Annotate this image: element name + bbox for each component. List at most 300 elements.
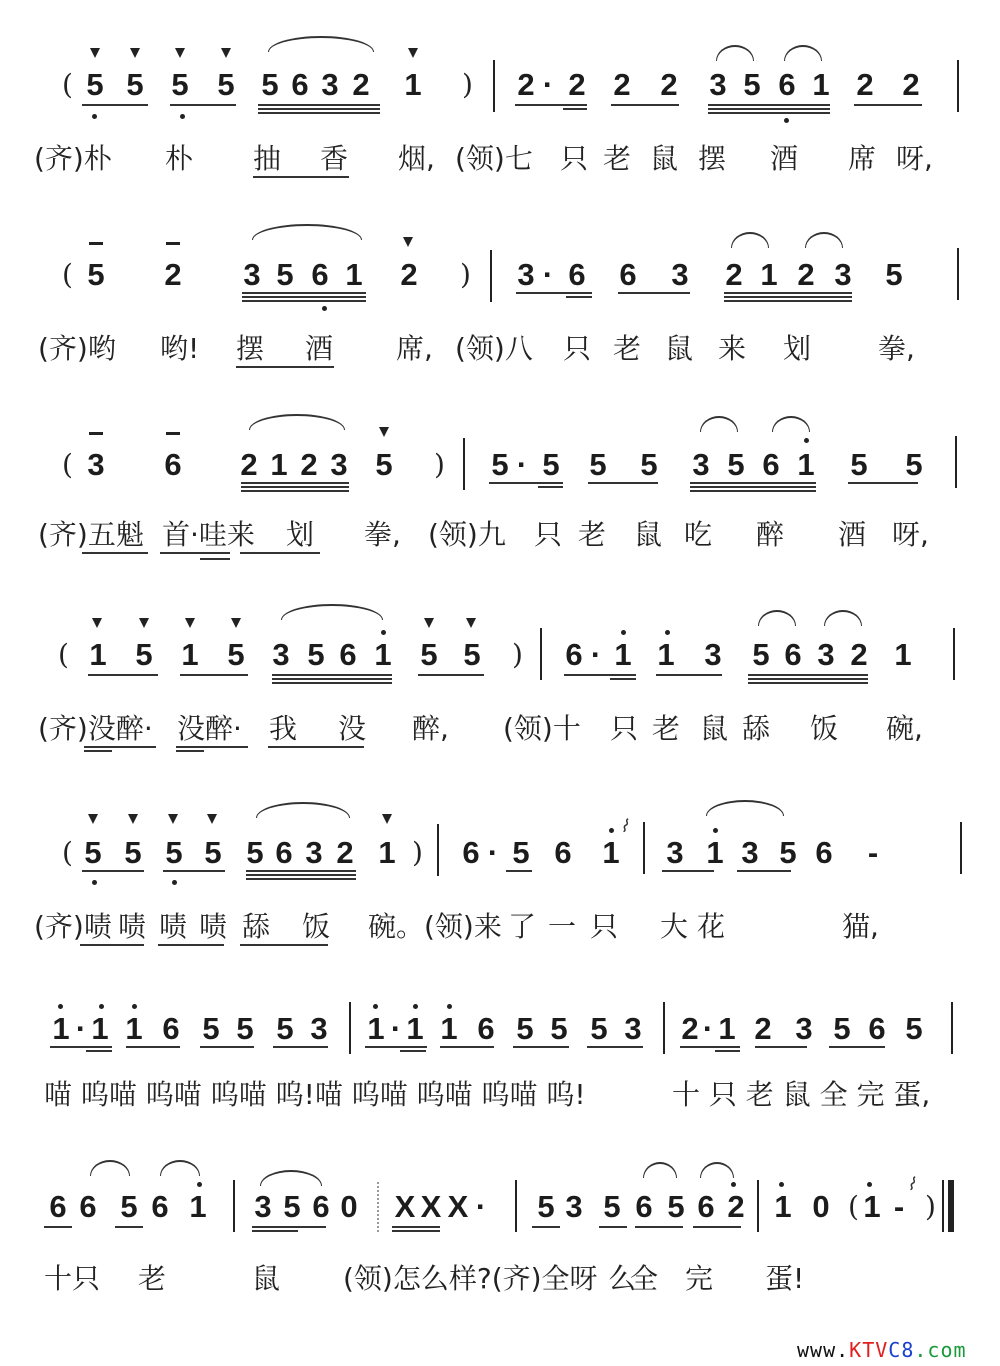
- note: 2: [400, 257, 418, 292]
- tenuto-mark: [166, 242, 180, 245]
- underline: [200, 1046, 254, 1048]
- underline: [854, 104, 922, 106]
- barline: [493, 60, 495, 112]
- accent-mark: [403, 237, 413, 247]
- lyric-syllable: (领)怎么样?(齐)全呀: [343, 1262, 598, 1295]
- slur: [268, 36, 374, 52]
- note: 5: [491, 447, 509, 482]
- dot-note: ·: [475, 1189, 487, 1224]
- note: 6: [477, 1011, 495, 1046]
- slur: [706, 800, 784, 816]
- dot-note: ·: [75, 1011, 87, 1046]
- lyric-underline: [84, 750, 112, 752]
- underline: [538, 486, 563, 488]
- low-octave-dot: [92, 880, 97, 885]
- note: 1: [52, 1011, 70, 1046]
- note: 5: [204, 835, 222, 870]
- note: 5: [537, 1189, 555, 1224]
- lyric-syllable: (领)八: [455, 332, 533, 365]
- note: 5: [227, 637, 245, 672]
- note: 5: [217, 67, 235, 102]
- note: 2: [797, 257, 815, 292]
- note: 2: [336, 835, 354, 870]
- lyric-underline: [158, 944, 224, 946]
- watermark-brand-red: KTV: [849, 1338, 889, 1362]
- glissando-icon: ⌇: [618, 815, 634, 837]
- lyric-underline: [176, 746, 248, 748]
- underline: [241, 486, 349, 488]
- accent-mark: [168, 814, 178, 824]
- lyric-syllable: 老: [603, 142, 632, 175]
- underline: [506, 870, 532, 872]
- note: 3: [272, 637, 290, 672]
- underline: [180, 674, 248, 676]
- barline: [955, 436, 957, 488]
- underline: [86, 1050, 112, 1052]
- slur: [281, 604, 383, 620]
- note: 1: [440, 1011, 458, 1046]
- lyric-underline: [236, 366, 334, 368]
- slur: [643, 1162, 677, 1178]
- underline: [564, 674, 636, 676]
- note: 5: [512, 835, 530, 870]
- note: 1: [270, 447, 288, 482]
- lyric-underline: [240, 552, 320, 554]
- note: 1: [760, 257, 778, 292]
- slur: [731, 232, 769, 248]
- accent-mark: [382, 814, 392, 824]
- lyric-syllable: 呀,: [896, 142, 933, 175]
- underline: [748, 674, 868, 676]
- note: 0: [340, 1189, 358, 1224]
- accent-mark: [424, 618, 434, 628]
- note: 6: [339, 637, 357, 672]
- note: 1: [602, 835, 620, 870]
- note: 5: [743, 67, 761, 102]
- underline: [599, 1226, 627, 1228]
- system-4: [0, 600, 1000, 790]
- underline: [400, 1050, 426, 1052]
- close-paren: ): [462, 68, 473, 101]
- lyric-syllable: 烟,: [398, 142, 435, 175]
- high-octave-dot: [713, 828, 718, 833]
- accent-mark: [130, 48, 140, 58]
- underline: [258, 104, 380, 106]
- dot-note: ·: [487, 835, 499, 870]
- lyric-syllable: 啧: [199, 910, 228, 943]
- note: 2: [300, 447, 318, 482]
- lyric-syllable: 酒: [305, 332, 334, 365]
- note: 2: [613, 67, 631, 102]
- dash: -: [893, 1189, 905, 1224]
- underline: [662, 870, 714, 872]
- lyric-syllable: 鼠: [252, 1262, 281, 1295]
- open-paren: (: [58, 638, 69, 671]
- lyric-syllable: 了: [508, 910, 537, 943]
- lyric-syllable: 来: [718, 332, 747, 365]
- lyric-syllable: 没醉·: [177, 712, 242, 745]
- lyric-syllable: (齐)哟: [38, 332, 116, 365]
- barline: [349, 1002, 351, 1054]
- lyric-underline: [253, 176, 349, 178]
- lyric-underline: [82, 552, 148, 554]
- underline: [513, 1046, 569, 1048]
- underline: [563, 108, 587, 110]
- barline: [643, 822, 645, 874]
- note: 5: [550, 1011, 568, 1046]
- tenuto-mark: [89, 242, 103, 245]
- lyric-syllable: 全: [630, 1262, 659, 1295]
- note: 6: [275, 835, 293, 870]
- underline: [88, 674, 158, 676]
- lyric-syllable: 没: [338, 712, 367, 745]
- lyric-syllable: (齐)啧: [34, 910, 112, 943]
- note: 3: [305, 835, 323, 870]
- lyric-syllable: 抽: [253, 142, 282, 175]
- note: 5: [171, 67, 189, 102]
- underline: [724, 296, 852, 298]
- lyric-syllable: (领)九: [428, 518, 506, 551]
- high-octave-dot: [447, 1004, 452, 1009]
- underline: [532, 1226, 560, 1228]
- note: 5: [261, 67, 279, 102]
- note: 5: [87, 257, 105, 292]
- lyric-syllable: 鼠: [700, 712, 729, 745]
- underline: [272, 682, 392, 684]
- final-barline-thin: [942, 1180, 944, 1232]
- note: 5: [589, 447, 607, 482]
- note: X: [420, 1189, 442, 1224]
- lyric-syllable: 老: [138, 1262, 167, 1295]
- underline: [163, 870, 225, 872]
- close-paren: ): [512, 638, 523, 671]
- note: 3: [330, 447, 348, 482]
- high-octave-dot: [373, 1004, 378, 1009]
- note: 6: [868, 1011, 886, 1046]
- lyric-syllable: 酒: [838, 518, 867, 551]
- dot-note: ·: [542, 67, 554, 102]
- note: 6: [312, 1189, 330, 1224]
- underline: [418, 674, 484, 676]
- lyric-syllable: 饭: [810, 712, 839, 745]
- high-octave-dot: [867, 1182, 872, 1187]
- high-octave-dot: [99, 1004, 104, 1009]
- lyric-syllable: 舔: [742, 712, 771, 745]
- note: 5: [276, 1011, 294, 1046]
- lyric-syllable: 哟!: [160, 332, 200, 365]
- underline: [241, 482, 349, 484]
- accent-mark: [466, 618, 476, 628]
- close-paren: ): [434, 448, 445, 481]
- underline: [273, 1046, 328, 1048]
- underline: [365, 1046, 427, 1048]
- note: 5: [276, 257, 294, 292]
- note: 6: [311, 257, 329, 292]
- note: 5: [905, 1011, 923, 1046]
- underline: [748, 682, 868, 684]
- underline: [829, 1046, 885, 1048]
- note: 1: [774, 1189, 792, 1224]
- lyric-syllable: 呀,: [892, 518, 929, 551]
- lyric-syllable: 十只: [44, 1262, 101, 1295]
- watermark-brand-blue: C8: [888, 1338, 915, 1362]
- note: 1: [406, 1011, 424, 1046]
- accent-mark: [175, 48, 185, 58]
- underline: [588, 482, 658, 484]
- underline: [690, 490, 816, 492]
- lyric-syllable: 醉: [756, 518, 785, 551]
- note: 2: [727, 1189, 745, 1224]
- note: 5: [640, 447, 658, 482]
- underline: [516, 292, 592, 294]
- note: 3: [795, 1011, 813, 1046]
- note: 5: [307, 637, 325, 672]
- lyric-syllable: 朴: [165, 142, 194, 175]
- underline: [115, 1226, 143, 1228]
- slur: [716, 45, 754, 61]
- note: 1: [863, 1189, 881, 1224]
- lyric-syllable: 魁: [116, 518, 145, 551]
- system-5: [0, 800, 1000, 990]
- underline: [50, 1046, 112, 1048]
- slur: [700, 1162, 734, 1178]
- note: 6: [162, 1011, 180, 1046]
- note: 6: [762, 447, 780, 482]
- system-2: [0, 220, 1000, 410]
- underline: [252, 1226, 326, 1228]
- lyric-syllable: 拳,: [364, 518, 401, 551]
- note: 1: [181, 637, 199, 672]
- lyric-syllable: 摆: [698, 142, 727, 175]
- underline: [246, 870, 356, 872]
- underline: [392, 1230, 440, 1232]
- lyric-syllable: 划: [783, 332, 812, 365]
- note: 2: [164, 257, 182, 292]
- underline: [242, 300, 366, 302]
- slur: [256, 802, 350, 818]
- underline: [618, 292, 690, 294]
- note: 3: [817, 637, 835, 672]
- barline: [953, 628, 955, 680]
- note: 2: [681, 1011, 699, 1046]
- underline: [82, 870, 144, 872]
- underline: [680, 1046, 740, 1048]
- note: 5: [126, 67, 144, 102]
- slur: [824, 610, 862, 626]
- watermark: [797, 1338, 967, 1362]
- note: 3: [741, 835, 759, 870]
- low-octave-dot: [322, 306, 327, 311]
- note: 5: [667, 1189, 685, 1224]
- open-paren: (: [848, 1190, 859, 1223]
- note: 1: [374, 637, 392, 672]
- high-octave-dot: [58, 1004, 63, 1009]
- lyric-syllable: 席,: [396, 332, 433, 365]
- lyric-underline: [240, 944, 328, 946]
- note: 2: [725, 257, 743, 292]
- underline: [848, 482, 918, 484]
- high-octave-dot: [609, 828, 614, 833]
- lyric-syllable: 碗。(领)来: [368, 910, 502, 943]
- barline: [957, 248, 959, 300]
- lyric-syllable: 啧: [159, 910, 188, 943]
- underline: [252, 1230, 298, 1232]
- dot-note: ·: [390, 1011, 402, 1046]
- note: 6: [565, 637, 583, 672]
- lyric-syllable: 饭: [302, 910, 331, 943]
- lyric-underline: [84, 746, 156, 748]
- dot-note: ·: [542, 257, 554, 292]
- note: 6: [635, 1189, 653, 1224]
- underline: [170, 104, 236, 106]
- note: 6: [291, 67, 309, 102]
- high-octave-dot: [731, 1182, 736, 1187]
- note: 2: [660, 67, 678, 102]
- barline: [957, 60, 959, 112]
- high-octave-dot: [779, 1182, 784, 1187]
- note: 2: [856, 67, 874, 102]
- lyrics: (齐)朴: [34, 142, 112, 175]
- note: 1: [91, 1011, 109, 1046]
- lyric-syllable: 鼠: [650, 142, 679, 175]
- lyric-syllable: 猫,: [842, 910, 879, 943]
- barline: [663, 1002, 665, 1054]
- underline: [489, 482, 563, 484]
- slur: [805, 232, 843, 248]
- dot-note: ·: [516, 447, 528, 482]
- watermark-suffix: .com: [914, 1338, 967, 1362]
- note: 5: [86, 67, 104, 102]
- lyric-syllable: 老: [613, 332, 642, 365]
- barline: [540, 628, 542, 680]
- accent-mark: [90, 48, 100, 58]
- note: 6: [697, 1189, 715, 1224]
- dot-note: ·: [702, 1011, 714, 1046]
- slur: [784, 45, 822, 61]
- underline: [611, 104, 679, 106]
- lyric-syllable: 舔: [242, 910, 271, 943]
- underline: [515, 104, 587, 106]
- underline: [708, 112, 830, 114]
- lyric-syllable: 花: [697, 910, 726, 943]
- note: 2: [568, 67, 586, 102]
- underline: [708, 108, 830, 110]
- accent-mark: [408, 48, 418, 58]
- note: 1: [404, 67, 422, 102]
- underline: [246, 878, 356, 880]
- note: 1: [345, 257, 363, 292]
- note: 3: [254, 1189, 272, 1224]
- note: 3: [310, 1011, 328, 1046]
- lyric-syllable: 只: [560, 142, 589, 175]
- system-1: [0, 30, 1000, 220]
- lyric-syllable: 只: [590, 910, 619, 943]
- note: 3: [692, 447, 710, 482]
- close-paren: ): [412, 836, 423, 869]
- lyric-underline: [80, 944, 144, 946]
- lyric-syllable: 么: [608, 1262, 637, 1295]
- low-octave-dot: [784, 118, 789, 123]
- note: 1: [125, 1011, 143, 1046]
- note: 5: [542, 447, 560, 482]
- lyric-syllable: 鼠: [665, 332, 694, 365]
- note: 5: [727, 447, 745, 482]
- slur: [758, 610, 796, 626]
- note: 5: [779, 835, 797, 870]
- high-octave-dot: [132, 1004, 137, 1009]
- underline: [635, 1226, 683, 1228]
- note: 1: [797, 447, 815, 482]
- note: 5: [905, 447, 923, 482]
- note: 6: [49, 1189, 67, 1224]
- note: 6: [619, 257, 637, 292]
- note: 1: [189, 1189, 207, 1224]
- lyric-syllable: 只: [534, 518, 563, 551]
- lyric-syllable: 首·哇来: [162, 518, 255, 551]
- lyric-syllable: 只: [563, 332, 592, 365]
- high-octave-dot: [381, 630, 386, 635]
- final-barline-thick: [948, 1180, 954, 1232]
- high-octave-dot: [665, 630, 670, 635]
- slur: [772, 416, 810, 432]
- accent-mark: [128, 814, 138, 824]
- underline: [724, 300, 852, 302]
- note: 5: [833, 1011, 851, 1046]
- note: 1: [657, 637, 675, 672]
- barline: [437, 824, 439, 876]
- note: 5: [590, 1011, 608, 1046]
- note: 5: [752, 637, 770, 672]
- lyric-syllable: 啧: [118, 910, 147, 943]
- lyric-syllable: (齐)没醉·: [38, 712, 153, 745]
- underline: [246, 874, 356, 876]
- tenuto-mark: [166, 432, 180, 435]
- underline: [44, 1226, 72, 1228]
- lyric-syllable: 香: [320, 142, 349, 175]
- note: 2: [352, 67, 370, 102]
- note: 3: [243, 257, 261, 292]
- note: 3: [666, 835, 684, 870]
- lyric-underline: [200, 558, 230, 560]
- underline: [715, 1050, 740, 1052]
- dot-note: ·: [590, 637, 602, 672]
- lyric-syllable: 完: [685, 1262, 714, 1295]
- lyric-syllable: 鼠: [634, 518, 663, 551]
- note: 5: [165, 835, 183, 870]
- lyric-line: 喵 呜喵 呜喵 呜喵 呜!喵 呜喵 呜喵 呜喵 呜!: [44, 1078, 586, 1111]
- lyric-syllable: 划: [286, 518, 315, 551]
- slur: [249, 414, 345, 430]
- lyric-syllable: 吃: [684, 518, 713, 551]
- barline: [951, 1002, 953, 1054]
- barline: [233, 1180, 235, 1232]
- note: 3: [517, 257, 535, 292]
- slur: [252, 224, 362, 240]
- lyric-syllable: 醉,: [412, 712, 449, 745]
- note: 5: [463, 637, 481, 672]
- glissando-icon: ⌇: [905, 1173, 921, 1195]
- underline: [656, 674, 722, 676]
- note: 6: [778, 67, 796, 102]
- note: 1: [812, 67, 830, 102]
- underline: [272, 678, 392, 680]
- underline: [708, 104, 830, 106]
- note: 5: [120, 1189, 138, 1224]
- dotted-barline: [377, 1182, 379, 1232]
- lyric-underline: [268, 746, 364, 748]
- note: 3: [704, 637, 722, 672]
- note: 3: [834, 257, 852, 292]
